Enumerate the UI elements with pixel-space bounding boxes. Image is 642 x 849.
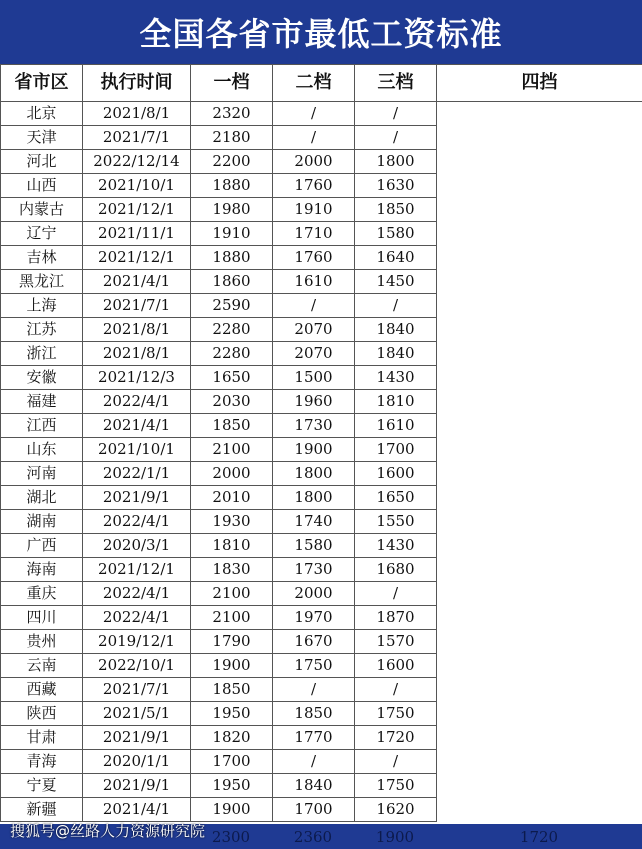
cell-region: 云南 — [1, 654, 83, 678]
cell-region: 湖南 — [1, 510, 83, 534]
cell-tier2: 1760 — [273, 174, 355, 198]
cell-tier4 — [437, 342, 642, 366]
table-row — [1, 606, 642, 630]
cell-tier3: / — [355, 126, 437, 150]
cell-date: 2021/12/3 — [83, 366, 191, 390]
cell-tier1: 1980 — [191, 198, 273, 222]
cell-date: 2021/8/1 — [83, 342, 191, 366]
cell-tier2: 1960 — [273, 390, 355, 414]
cell-tier3: 1750 — [355, 774, 437, 798]
cell-region: 北京 — [1, 102, 83, 126]
cell-tier1: 1950 — [191, 702, 273, 726]
cell-tier4 — [437, 630, 642, 654]
cell-region: 内蒙古 — [1, 198, 83, 222]
table-row — [1, 222, 642, 246]
cell-tier4 — [437, 414, 642, 438]
cell-date: 2022/4/1 — [83, 606, 191, 630]
cell-tier2: 1850 — [273, 702, 355, 726]
cell-tier1: 1930 — [191, 510, 273, 534]
cell-date: 2021/7/1 — [83, 678, 191, 702]
cell-tier3: 1640 — [355, 246, 437, 270]
header-tier3: 三档 — [355, 65, 437, 102]
cell-region: 陕西 — [1, 702, 83, 726]
cell-region: 四川 — [1, 606, 83, 630]
cell-tier3: 1600 — [355, 654, 437, 678]
cell-date: 2021/9/1 — [83, 774, 191, 798]
cell-region: 海南 — [1, 558, 83, 582]
cell-tier4 — [437, 726, 642, 750]
cell-date: 2020/1/1 — [83, 750, 191, 774]
cell-tier3: 1630 — [355, 174, 437, 198]
cell-tier1: 2200 — [191, 150, 273, 174]
partial-tier4: 1720 — [519, 827, 559, 846]
cell-date: 2021/4/1 — [83, 798, 191, 822]
cell-date: 2019/12/1 — [83, 630, 191, 654]
cell-region: 贵州 — [1, 630, 83, 654]
cell-tier3: 1750 — [355, 702, 437, 726]
table-row — [1, 342, 642, 366]
cell-tier4 — [437, 390, 642, 414]
cell-tier2: 2070 — [273, 342, 355, 366]
cell-region: 新疆 — [1, 798, 83, 822]
cell-tier3: 1700 — [355, 438, 437, 462]
cell-tier3: 1720 — [355, 726, 437, 750]
cell-region: 湖北 — [1, 486, 83, 510]
cell-tier3: 1680 — [355, 558, 437, 582]
cell-region: 宁夏 — [1, 774, 83, 798]
partial-tier3: 1900 — [375, 827, 415, 846]
cell-date: 2021/7/1 — [83, 294, 191, 318]
cell-tier2: 1760 — [273, 246, 355, 270]
cell-tier1: 1850 — [191, 414, 273, 438]
table-row — [1, 438, 642, 462]
cell-tier3: 1430 — [355, 534, 437, 558]
cell-tier1: 2280 — [191, 318, 273, 342]
cell-tier4 — [437, 294, 642, 318]
table-row — [1, 678, 642, 702]
cell-tier1: 2180 — [191, 126, 273, 150]
cell-region: 福建 — [1, 390, 83, 414]
cell-tier4 — [437, 438, 642, 462]
cell-tier4 — [437, 678, 642, 702]
cell-tier4 — [437, 510, 642, 534]
cell-tier3: 1850 — [355, 198, 437, 222]
cell-region: 黑龙江 — [1, 270, 83, 294]
cell-tier1: 1900 — [191, 798, 273, 822]
cell-tier2: / — [273, 294, 355, 318]
cell-tier1: 2590 — [191, 294, 273, 318]
cell-tier3: 1450 — [355, 270, 437, 294]
header-tier2: 二档 — [273, 65, 355, 102]
cell-tier1: 2010 — [191, 486, 273, 510]
cell-tier2: 1730 — [273, 558, 355, 582]
cell-tier2: 1840 — [273, 774, 355, 798]
table-row — [1, 150, 642, 174]
cell-tier1: 1900 — [191, 654, 273, 678]
cell-tier2: 1900 — [273, 438, 355, 462]
cell-tier3: 1430 — [355, 366, 437, 390]
cell-region: 西藏 — [1, 678, 83, 702]
cell-tier1: 1830 — [191, 558, 273, 582]
cell-date: 2021/4/1 — [83, 270, 191, 294]
cell-date: 2022/4/1 — [83, 582, 191, 606]
cell-tier2: 1970 — [273, 606, 355, 630]
cell-tier4 — [437, 702, 642, 726]
cell-date: 2020/3/1 — [83, 534, 191, 558]
cell-tier3: 1810 — [355, 390, 437, 414]
header-row — [1, 65, 642, 102]
cell-region: 重庆 — [1, 582, 83, 606]
cell-tier4 — [437, 198, 642, 222]
cell-tier2: 1740 — [273, 510, 355, 534]
cell-tier3: 1550 — [355, 510, 437, 534]
cell-tier2: 1580 — [273, 534, 355, 558]
cell-date: 2021/8/1 — [83, 318, 191, 342]
cell-tier2: 1750 — [273, 654, 355, 678]
cell-region: 浙江 — [1, 342, 83, 366]
cell-tier3: / — [355, 102, 437, 126]
cell-tier3: 1840 — [355, 318, 437, 342]
cell-date: 2022/1/1 — [83, 462, 191, 486]
cell-tier3: / — [355, 750, 437, 774]
cell-tier4 — [437, 102, 642, 126]
cell-tier1: 1650 — [191, 366, 273, 390]
cell-date: 2021/10/1 — [83, 174, 191, 198]
cell-tier4 — [437, 750, 642, 774]
cell-date: 2021/8/1 — [83, 102, 191, 126]
table-row — [1, 798, 642, 822]
cell-tier2: 2070 — [273, 318, 355, 342]
table-row — [1, 246, 642, 270]
cell-tier3: 1610 — [355, 414, 437, 438]
cell-date: 2021/10/1 — [83, 438, 191, 462]
table-row — [1, 654, 642, 678]
cell-date: 2022/10/1 — [83, 654, 191, 678]
cell-tier2: 1710 — [273, 222, 355, 246]
cell-tier1: 1880 — [191, 174, 273, 198]
cell-date: 2022/4/1 — [83, 390, 191, 414]
cell-tier3: / — [355, 678, 437, 702]
cell-tier3: 1570 — [355, 630, 437, 654]
cell-date: 2021/12/1 — [83, 246, 191, 270]
cell-region: 山西 — [1, 174, 83, 198]
cell-date: 2021/9/1 — [83, 486, 191, 510]
cell-tier1: 1850 — [191, 678, 273, 702]
cell-tier4 — [437, 174, 642, 198]
cell-tier2: 1800 — [273, 462, 355, 486]
cell-tier2: 1610 — [273, 270, 355, 294]
cell-tier2: / — [273, 102, 355, 126]
table-row — [1, 750, 642, 774]
cell-region: 吉林 — [1, 246, 83, 270]
table-row — [1, 630, 642, 654]
table-row — [1, 510, 642, 534]
cell-date: 2022/12/14 — [83, 150, 191, 174]
cell-tier3: / — [355, 294, 437, 318]
table-row — [1, 462, 642, 486]
cell-date: 2021/4/1 — [83, 414, 191, 438]
table-row — [1, 726, 642, 750]
table-row — [1, 582, 642, 606]
cell-tier2: 2000 — [273, 150, 355, 174]
cell-date: 2021/12/1 — [83, 558, 191, 582]
cell-tier1: 2280 — [191, 342, 273, 366]
header-date: 执行时间 — [83, 65, 191, 102]
cell-region: 河北 — [1, 150, 83, 174]
table-row — [1, 294, 642, 318]
cell-tier4 — [437, 486, 642, 510]
cell-tier4 — [437, 270, 642, 294]
cell-date: 2021/7/1 — [83, 126, 191, 150]
cell-tier3: 1650 — [355, 486, 437, 510]
table-row — [1, 198, 642, 222]
cell-tier4 — [437, 774, 642, 798]
table-row — [1, 102, 642, 126]
table-row — [1, 414, 642, 438]
cell-region: 河南 — [1, 462, 83, 486]
cell-tier2: 1800 — [273, 486, 355, 510]
cell-tier2: 1770 — [273, 726, 355, 750]
cell-tier2: / — [273, 750, 355, 774]
cell-tier4 — [437, 534, 642, 558]
cell-tier2: / — [273, 126, 355, 150]
cell-tier2: 1500 — [273, 366, 355, 390]
cell-tier2: 1670 — [273, 630, 355, 654]
table-row — [1, 486, 642, 510]
cell-tier4 — [437, 582, 642, 606]
table-row — [1, 558, 642, 582]
cell-tier1: 1910 — [191, 222, 273, 246]
cell-tier4 — [437, 366, 642, 390]
cell-tier1: 1860 — [191, 270, 273, 294]
table-row — [1, 702, 642, 726]
table-row — [1, 318, 642, 342]
cell-date: 2021/9/1 — [83, 726, 191, 750]
cell-region: 安徽 — [1, 366, 83, 390]
cell-tier4 — [437, 246, 642, 270]
cell-tier4 — [437, 558, 642, 582]
cell-tier2: 1910 — [273, 198, 355, 222]
cell-region: 辽宁 — [1, 222, 83, 246]
cell-tier2: 1700 — [273, 798, 355, 822]
cell-tier1: 1820 — [191, 726, 273, 750]
cell-tier4 — [437, 798, 642, 822]
cell-tier1: 1880 — [191, 246, 273, 270]
cell-region: 江西 — [1, 414, 83, 438]
cell-tier1: 2100 — [191, 606, 273, 630]
cell-date: 2022/4/1 — [83, 510, 191, 534]
cell-tier3: 1580 — [355, 222, 437, 246]
cell-tier3: 1600 — [355, 462, 437, 486]
cell-tier2: / — [273, 678, 355, 702]
cell-tier2: 1730 — [273, 414, 355, 438]
cell-region: 山东 — [1, 438, 83, 462]
cell-region: 青海 — [1, 750, 83, 774]
cell-tier1: 2100 — [191, 582, 273, 606]
cell-tier4 — [437, 462, 642, 486]
cell-region: 天津 — [1, 126, 83, 150]
cell-tier1: 1810 — [191, 534, 273, 558]
cell-tier2: 2000 — [273, 582, 355, 606]
cell-tier1: 2100 — [191, 438, 273, 462]
cell-region: 江苏 — [1, 318, 83, 342]
cell-tier1: 1700 — [191, 750, 273, 774]
cell-date: 2021/5/1 — [83, 702, 191, 726]
table-row — [1, 774, 642, 798]
cell-tier3: 1840 — [355, 342, 437, 366]
cell-tier4 — [437, 318, 642, 342]
cell-tier1: 2320 — [191, 102, 273, 126]
cell-tier1: 1950 — [191, 774, 273, 798]
table-row — [1, 390, 642, 414]
cell-tier4 — [437, 222, 642, 246]
cell-date: 2021/11/1 — [83, 222, 191, 246]
cell-date: 2021/12/1 — [83, 198, 191, 222]
page-title: 全国各省市最低工资标准 — [0, 0, 642, 64]
table-row — [1, 534, 642, 558]
cell-tier4 — [437, 654, 642, 678]
cell-tier4 — [437, 606, 642, 630]
header-tier4: 四挡 — [437, 65, 642, 102]
partial-tier1: 2300 — [211, 827, 251, 846]
cell-tier3: 1870 — [355, 606, 437, 630]
cell-tier1: 1790 — [191, 630, 273, 654]
watermark: 搜狐号@丝路人力资源研究院 — [10, 822, 206, 840]
table-row — [1, 366, 642, 390]
cell-tier3: / — [355, 582, 437, 606]
table-row — [1, 126, 642, 150]
cell-tier3: 1620 — [355, 798, 437, 822]
partial-tier2: 2360 — [293, 827, 333, 846]
cell-region: 甘肃 — [1, 726, 83, 750]
cell-tier4 — [437, 126, 642, 150]
cell-tier4 — [437, 150, 642, 174]
cell-region: 上海 — [1, 294, 83, 318]
cell-tier1: 2000 — [191, 462, 273, 486]
header-region: 省市区 — [1, 65, 83, 102]
table-row — [1, 174, 642, 198]
cell-tier1: 2030 — [191, 390, 273, 414]
header-tier1: 一档 — [191, 65, 273, 102]
cell-region: 广西 — [1, 534, 83, 558]
table-row — [1, 270, 642, 294]
cell-tier3: 1800 — [355, 150, 437, 174]
wage-table — [0, 64, 642, 822]
